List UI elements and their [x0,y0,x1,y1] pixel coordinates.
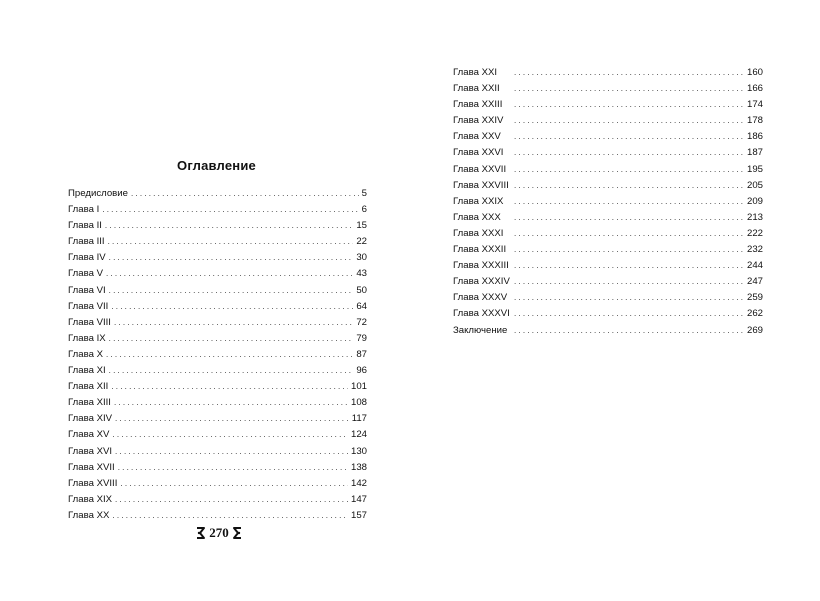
toc-entry-page: 117 [351,413,367,425]
toc-entry-label: Глава XXVII [453,163,507,175]
toc-entry-page: 124 [350,429,367,441]
toc-entry-page: 96 [356,365,367,377]
toc-entry [453,113,763,129]
toc-entry-page: 259 [746,292,763,304]
dot-leader [102,202,358,218]
toc-entry-page: 160 [746,67,763,78]
dot-leader [105,218,353,234]
dot-leader [112,427,348,443]
toc-entry-label: Глава XX [68,509,110,521]
toc-entry-label: Глава XXXIII [453,260,509,272]
toc-entry-label: Глава XXXIV [453,276,510,288]
dot-leader [514,129,744,145]
dot-leader [514,178,744,194]
dot-leader [514,290,744,306]
toc-entry-label: Заключение [453,324,508,336]
toc-entry-label: Глава XXIX [453,195,504,207]
toc-entry [68,250,367,266]
toc-entry-page: 6 [361,204,367,216]
toc-entry [453,306,763,322]
toc-entry-page: 157 [350,509,367,521]
toc-entry-page: 30 [356,252,367,264]
dot-leader [514,145,744,161]
dot-leader [112,508,348,524]
dot-leader [120,476,348,492]
toc-entry-page: 195 [746,163,763,175]
toc-entry-page: 72 [356,316,367,328]
dot-leader [114,395,348,411]
toc-entry [68,234,367,250]
toc-entry-page: 101 [350,381,367,393]
toc-entry-label: Глава VIII [68,316,111,328]
toc-entry-label: Глава I [68,204,100,216]
toc-entry [68,218,367,234]
dot-leader [111,379,348,395]
dot-leader [514,274,744,290]
toc-list-right [453,65,763,339]
toc-entry-page: 213 [746,211,763,223]
toc-entry-page: 130 [350,445,367,457]
dot-leader [109,331,354,347]
toc-entry-label: Глава XXX [453,211,501,223]
dot-leader [514,306,744,322]
toc-entry-label: Глава IX [68,332,106,344]
dot-leader [115,492,348,508]
toc-entry-label: Глава XXVIII [453,179,509,191]
toc-entry-label: Глава XV [68,429,110,441]
toc-entry [453,210,763,226]
toc-entry-label: Глава XXXII [453,244,507,256]
toc-entry-page: 269 [746,324,763,336]
toc-entry [453,178,763,194]
toc-entry [453,242,763,258]
toc-entry-page: 247 [746,276,763,288]
toc-entry-page: 108 [350,397,367,409]
dot-leader [106,347,353,363]
toc-entry [68,186,367,202]
dot-leader [514,226,744,242]
dot-leader [115,411,349,427]
dot-leader [514,81,744,97]
toc-entry [68,444,367,460]
toc-entry-label: Глава X [68,348,103,360]
toc-entry [68,315,367,331]
toc-entry [453,65,763,81]
right-page [410,0,820,601]
toc-entry [68,492,367,508]
toc-list-left [68,186,367,524]
toc-entry [453,274,763,290]
toc-entry [453,323,763,339]
toc-entry [68,508,367,524]
toc-entry-page: 79 [356,332,367,344]
toc-entry-page: 50 [356,284,367,296]
toc-title: Оглавление [177,158,256,173]
toc-entry [68,476,367,492]
dot-leader [514,97,744,113]
toc-entry [68,283,367,299]
toc-entry-page: 244 [746,260,763,272]
toc-entry-label: Глава VI [68,284,106,296]
toc-entry-label: Глава VII [68,300,109,312]
toc-entry-label: Глава II [68,220,102,232]
toc-entry [453,258,763,274]
dot-leader [109,250,354,266]
toc-entry [68,266,367,282]
toc-entry [68,347,367,363]
toc-entry [68,460,367,476]
toc-entry-page: 22 [356,236,367,248]
toc-entry [68,379,367,395]
toc-entry-label: Предисловие [68,188,128,199]
toc-entry-label: Глава XXIV [453,115,504,127]
toc-entry-page: 178 [746,115,763,127]
toc-entry-label: Глава XXXVI [453,308,510,320]
toc-entry-page: 15 [356,220,367,232]
toc-entry-page: 87 [356,348,367,360]
toc-entry-label: Глава XIX [68,493,113,505]
dot-leader [106,266,353,282]
toc-entry-label: Глава XXI [453,67,498,78]
toc-entry-page: 174 [746,99,763,111]
toc-entry [68,363,367,379]
toc-entry-label: Глава XXIII [453,99,503,111]
toc-entry [453,81,763,97]
toc-entry-page: 209 [746,195,763,207]
toc-entry [68,331,367,347]
toc-entry [68,427,367,443]
dot-leader [115,444,348,460]
toc-entry-page: 138 [350,461,367,473]
dot-leader [114,315,353,331]
toc-entry-label: Глава XIII [68,397,111,409]
folio-ornament-right-icon [232,526,242,540]
toc-entry-label: Глава IV [68,252,106,264]
toc-entry-page: 186 [746,131,763,143]
dot-leader [514,113,744,129]
folio-ornament-left-icon [196,526,206,540]
toc-entry-label: Глава XIV [68,413,113,425]
toc-entry-page: 222 [746,227,763,239]
dot-leader [514,210,744,226]
toc-entry-page: 166 [746,83,763,95]
toc-entry [453,97,763,113]
dot-leader [108,234,354,250]
toc-entry-label: Глава III [68,236,105,248]
toc-entry-label: Глава XXXV [453,292,508,304]
dot-leader [514,65,744,81]
toc-entry-label: Глава XVIII [68,477,118,489]
toc-entry-label: Глава XXXI [453,227,504,239]
dot-leader [118,460,348,476]
page-folio [193,525,245,541]
toc-entry-page: 187 [746,147,763,159]
toc-entry-label: Глава XXII [453,83,500,95]
toc-entry [453,290,763,306]
toc-entry [453,194,763,210]
toc-entry-label: Глава XXVI [453,147,504,159]
toc-entry [68,299,367,315]
toc-entry-page: 43 [356,268,367,280]
toc-entry-page: 262 [746,308,763,320]
dot-leader [109,363,354,379]
toc-entry [68,202,367,218]
dot-leader [514,242,744,258]
toc-entry [453,145,763,161]
toc-entry-page: 142 [350,477,367,489]
toc-entry-label: Глава XXV [453,131,501,143]
toc-entry-page: 147 [350,493,367,505]
dot-leader [109,283,354,299]
toc-entry [453,129,763,145]
toc-entry [453,162,763,178]
toc-entry-label: Глава XI [68,365,106,377]
toc-entry-label: Глава XVII [68,461,115,473]
toc-entry [453,226,763,242]
toc-entry-label: Глава XVI [68,445,113,457]
toc-entry-page: 205 [746,179,763,191]
dot-leader [514,258,744,274]
toc-entry-label: Глава XII [68,381,109,393]
dot-leader [111,299,353,315]
dot-leader [514,323,744,339]
toc-entry [68,395,367,411]
dot-leader [131,186,359,202]
dot-leader [514,194,744,210]
toc-entry-page: 232 [746,244,763,256]
dot-leader [514,162,744,178]
toc-entry-label: Глава V [68,268,103,280]
toc-entry [68,411,367,427]
toc-entry-page: 5 [361,188,367,199]
page-number: 270 [209,525,229,540]
toc-entry-page: 64 [356,300,367,312]
